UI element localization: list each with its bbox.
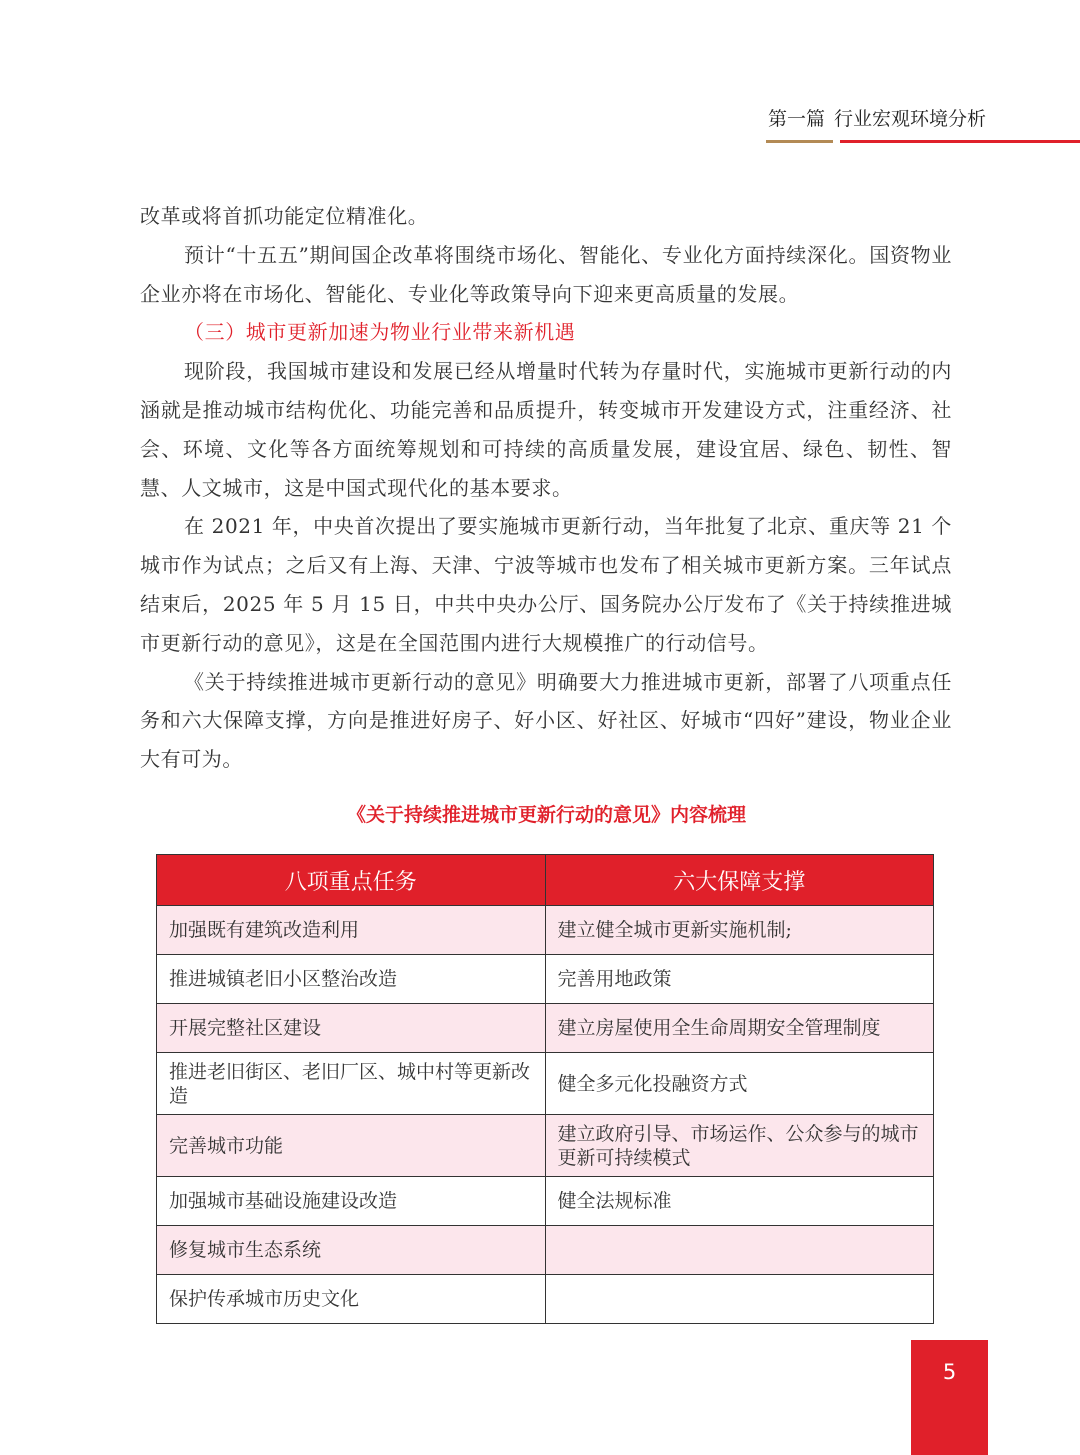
column-header-tasks: 八项重点任务	[157, 855, 546, 906]
table-cell: 开展完整社区建设	[157, 1004, 546, 1053]
column-header-support: 六大保障支撑	[545, 855, 934, 906]
table-cell: 健全多元化投融资方式	[545, 1053, 934, 1115]
table-cell: 建立房屋使用全生命周期安全管理制度	[545, 1004, 934, 1053]
table-cell: 修复城市生态系统	[157, 1226, 546, 1275]
header-rule-red	[840, 140, 1080, 143]
table-row	[157, 1226, 934, 1275]
section-subheading: （三）城市更新加速为物业行业带来新机遇	[184, 320, 576, 345]
table-row	[157, 1004, 934, 1053]
paragraph: 在 2021 年，中央首次提出了要实施城市更新行动，当年批复了北京、重庆等 21 个城市作为试点；之后又有上海、天津、宁波等城市也发布了相关城市更新方案。三年试点结束后，2025 年 5 月 15 日，中共中央办公厅、国务院办公厅发布了《关于持续推进城市更新行动的意见》，这是在全国范围内进行大规模推广的行动信号。	[140, 514, 952, 655]
table-row	[157, 1177, 934, 1226]
table-cell: 加强城市基础设施建设改造	[157, 1177, 546, 1226]
table-cell: 加强既有建筑改造利用	[157, 906, 546, 955]
table-cell: 建立健全城市更新实施机制;	[545, 906, 934, 955]
table-row	[157, 1275, 934, 1324]
table-header-row	[157, 855, 934, 906]
body-text	[140, 197, 952, 779]
section-label: 第一篇	[768, 108, 826, 130]
table-title: 《关于持续推进城市更新行动的意见》内容梳理	[346, 804, 746, 826]
paragraph: 预计“十五五”期间国企改革将围绕市场化、智能化、专业化方面持续深化。国资物业企业亦将在市场化、智能化、专业化等政策导向下迎来更高质量的发展。	[140, 242, 952, 306]
header-rule-gold	[766, 140, 833, 143]
table-cell	[545, 1275, 934, 1324]
paragraph: 现阶段，我国城市建设和发展已经从增量时代转为存量时代，实施城市更新行动的内涵就是推动城市结构优化、功能完善和品质提升，转变城市开发建设方式，注重经济、社会、环境、文化等各方面统筹规划和可持续的高质量发展，建设宜居、绿色、韧性、智慧、人文城市，这是中国式现代化的基本要求。	[140, 359, 952, 500]
table-row	[157, 1115, 934, 1177]
running-header	[768, 104, 986, 131]
table-row	[157, 955, 934, 1004]
paragraph: 改革或将首抓功能定位精准化。	[140, 204, 429, 228]
table-row	[157, 906, 934, 955]
table-cell: 推进老旧街区、老旧厂区、城中村等更新改造	[157, 1053, 546, 1115]
section-title: 行业宏观环境分析	[834, 108, 987, 130]
table-cell: 推进城镇老旧小区整治改造	[157, 955, 546, 1004]
tasks-table	[156, 854, 934, 1324]
table-cell: 保护传承城市历史文化	[157, 1275, 546, 1324]
table-cell: 完善用地政策	[545, 955, 934, 1004]
table-row	[157, 1053, 934, 1115]
table-cell: 健全法规标准	[545, 1177, 934, 1226]
table-cell	[545, 1226, 934, 1275]
table-cell: 建立政府引导、市场运作、公众参与的城市更新可持续模式	[545, 1115, 934, 1177]
paragraph: 《关于持续推进城市更新行动的意见》明确要大力推进城市更新，部署了八项重点任务和六大保障支撑，方向是推进好房子、好小区、好社区、好城市“四好”建设，物业企业大有可为。	[140, 669, 952, 772]
page-number: 5	[911, 1340, 988, 1455]
table-cell: 完善城市功能	[157, 1115, 546, 1177]
